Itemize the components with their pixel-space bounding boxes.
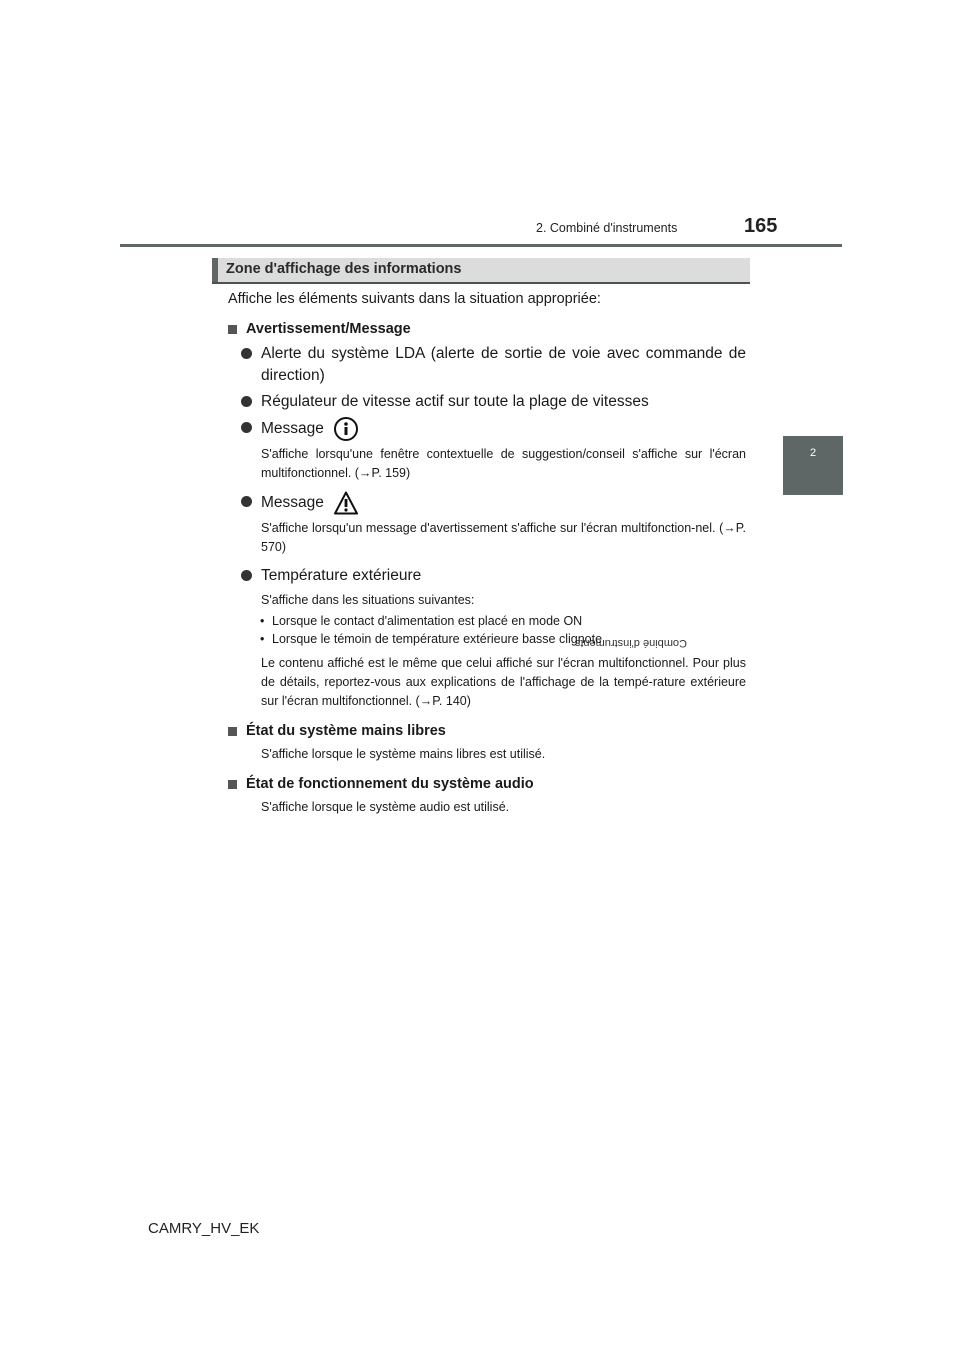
warning-icon [334,491,358,515]
group-title: État du système mains libres [246,723,446,739]
group-heading [228,319,746,339]
list-item [228,565,746,587]
sub-list [228,612,746,648]
item-note: S'affiche dans les situations suivantes: [261,593,475,607]
list-item-text: Température extérieure [261,567,422,584]
side-tab-label-wrap [574,504,818,649]
section-bar [212,258,750,284]
item-note: S'affiche lorsqu'un message d'avertissement s'affiche sur l'écran multifonction-nel. (→P. 570) [261,521,746,554]
info-icon [334,417,358,441]
group-heading [228,721,746,741]
sub-list-item: • Lorsque le témoin de température extérieure basse clignote [272,630,746,648]
list-item-text: Alerte du système LDA (alerte de sortie de voie avec commande de direction) [261,345,746,384]
bullet-dot-icon [241,496,252,507]
square-bullet-icon [228,325,237,334]
content [228,289,746,825]
group-note: S'affiche lorsque le système audio est utilisé. [261,800,510,814]
list-item [228,391,746,413]
side-tab-label: Combiné d'instruments [574,637,687,649]
group-heading [228,774,746,794]
bullet-dot-icon [241,570,252,581]
document-code: CAMRY_HV_EK [148,1220,260,1237]
bullet-dot-icon [241,422,252,433]
side-tab [783,436,843,495]
bullet-dot-icon [241,396,252,407]
header-rule [120,244,842,247]
item-note: S'affiche lorsqu'une fenêtre contextuelle de suggestion/conseil s'affiche sur l'écran multifonctionnel. (→P. 159) [261,447,746,480]
list-item-text: Régulateur de vitesse actif sur toute la plage de vitesses [261,393,649,410]
section-bar-accent [212,258,218,282]
sub-list-item: • Lorsque le contact d'alimentation est placé en mode ON [272,612,746,630]
list-item [228,343,746,387]
group-title: Avertissement/Message [246,321,411,337]
bullet-dot-icon [241,348,252,359]
square-bullet-icon [228,780,237,789]
header-chapter: 2. Combiné d'instruments [536,221,678,235]
group-note: S'affiche lorsque le système mains libres est utilisé. [261,747,546,761]
square-bullet-icon [228,727,237,736]
list-item-text: Message [261,420,324,438]
item-note-detail: Le contenu affiché est le même que celui affiché sur l'écran multifonctionnel. Pour plus de détails, reportez-vous aux explications de l'affichage de la tempé-rature extérieure sur l'écran multifonctionnel. (→P. 140) [261,656,746,708]
section-title: Zone d'affichage des informations [226,261,462,277]
side-tab-number: 2 [809,447,817,459]
list-item [228,491,746,515]
intro-text: Affiche les éléments suivants dans la situation appropriée: [228,291,601,307]
page-number: 165 [744,215,778,237]
list-item-text: Message [261,494,324,512]
group-title: État de fonctionnement du système audio [246,776,534,792]
list-item [228,417,746,441]
